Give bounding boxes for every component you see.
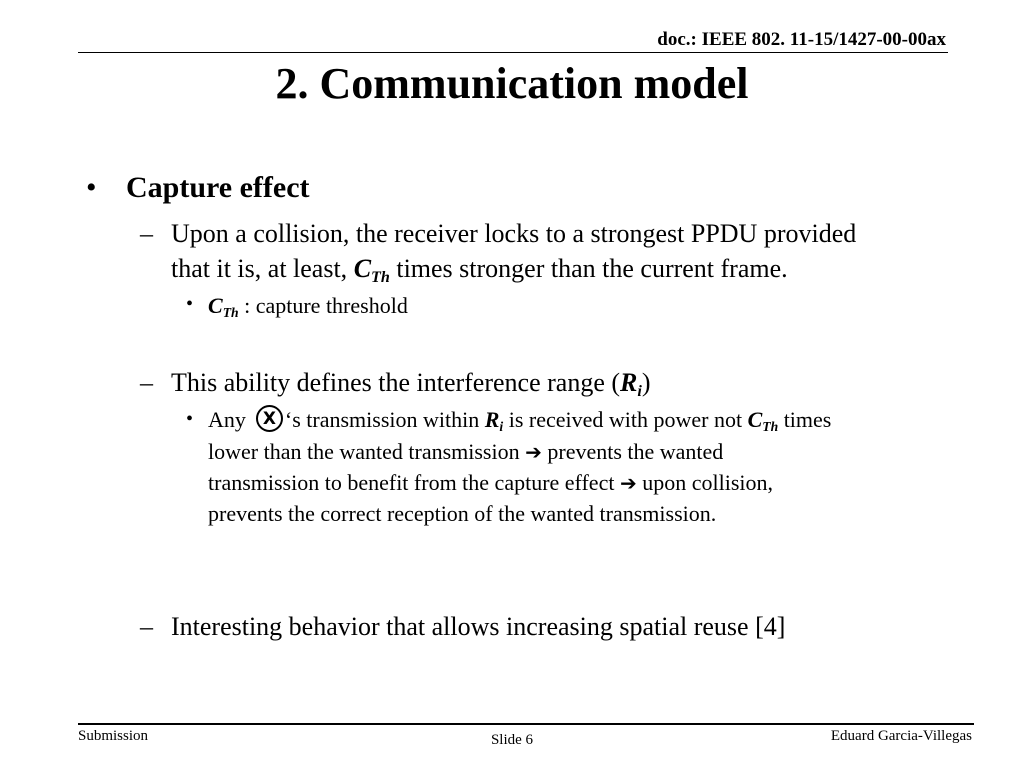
level1-bullet: • — [86, 171, 97, 204]
right-arrow-icon: ➔ — [525, 440, 542, 464]
heading-capture-effect: Capture effect — [126, 171, 310, 204]
item2-sub-line1: Any X ‘s transmission within $R_i$ is received with power not $C_{Th}$ times — [208, 407, 832, 435]
footer-rule — [78, 723, 974, 725]
item2-sub-line4: prevents the correct reception of the wanted transmission. — [208, 501, 717, 526]
item1-line2: that it is, at least, $C_{Th}$ times stronger than the current frame. — [171, 254, 788, 286]
item3-line: Interesting behavior that allows increasing spatial reuse [4] — [171, 612, 786, 641]
level3-bullet: • — [186, 408, 194, 430]
header-rule — [78, 52, 948, 53]
dash-item-2: – — [140, 368, 153, 397]
cth-definition: $C_{Th}$ : capture threshold — [208, 293, 408, 321]
station-x-icon: X — [256, 405, 283, 432]
dash-item-3: – — [140, 612, 153, 641]
item2-sub-line2: lower than the wanted transmission ➔ prevents the wanted — [208, 439, 724, 464]
document-id: doc.: IEEE 802. 11-15/1427-00-00ax — [657, 29, 946, 50]
item2-line: This ability defines the interference range $(R_i)$ — [171, 368, 651, 400]
footer-submission: Submission — [78, 728, 149, 744]
slide-number: Slide 6 — [490, 732, 534, 748]
level3-bullet: • — [186, 293, 194, 315]
item2-sub-line3: transmission to benefit from the capture effect ➔ upon collision, — [208, 470, 773, 495]
item1-line1: Upon a collision, the receiver locks to a strongest PPDU provided — [171, 219, 857, 248]
right-arrow-icon: ➔ — [619, 471, 637, 495]
slide-title: 2. Communication model — [275, 59, 749, 108]
dash-item-1: – — [140, 219, 153, 248]
cth-symbol: $C_{Th}$ — [353, 254, 390, 286]
footer-author: Eduard Garcia-Villegas — [830, 728, 972, 744]
